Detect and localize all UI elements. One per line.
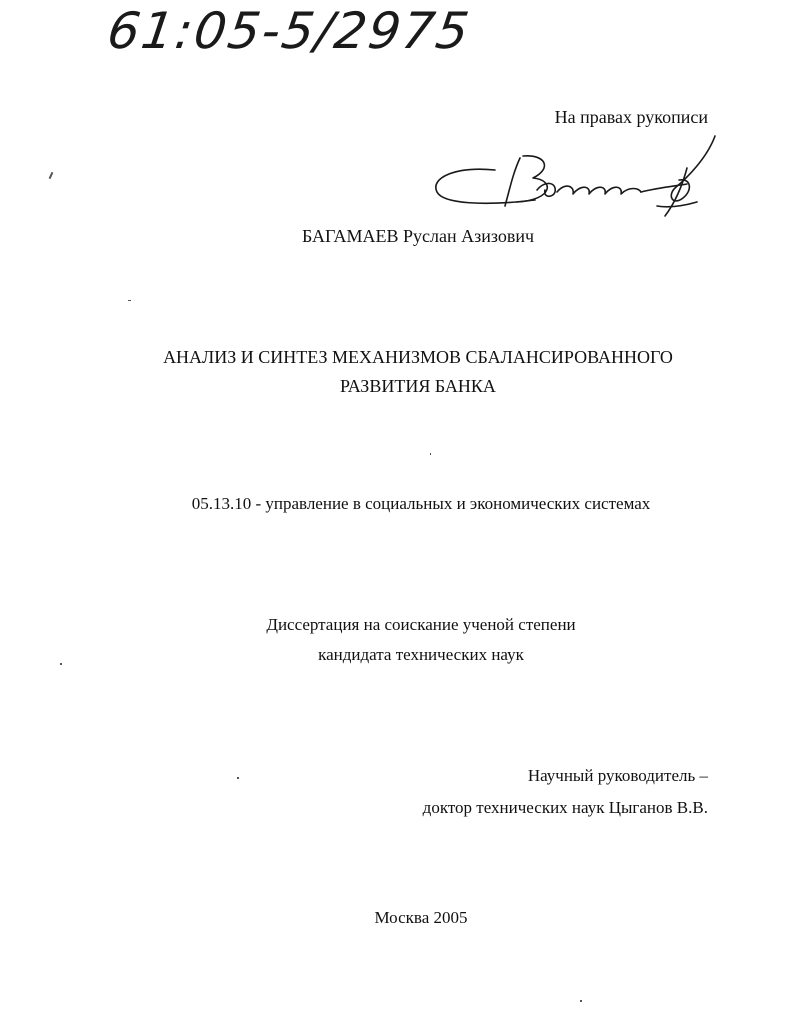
specialty-code: 05.13.10 - управление в социальных и экономических системах	[191, 494, 651, 513]
scan-speck	[237, 777, 239, 779]
city-year: Москва 2005	[374, 908, 468, 927]
archive-code-handwritten: 61:05-5/2975	[103, 2, 475, 60]
title-line-2: РАЗВИТИЯ БАНКА	[340, 376, 496, 396]
supervisor-role: Научный руководитель –	[527, 766, 708, 785]
scan-speck	[60, 663, 62, 665]
rights-notice: На правах рукописи	[554, 107, 708, 127]
author-name: БАГАМАЕВ Руслан Азизович	[301, 226, 535, 246]
signature-icon	[425, 128, 725, 223]
scan-speck	[128, 300, 131, 301]
scan-speck	[430, 453, 431, 455]
supervisor-name: доктор технических наук Цыганов В.В.	[422, 798, 708, 817]
supervisor-block	[423, 760, 708, 824]
scan-speck	[580, 1000, 582, 1002]
title-line-1: АНАЛИЗ И СИНТЕЗ МЕХАНИЗМОВ СБАЛАНСИРОВАННОГО	[163, 347, 673, 367]
degree-line-2: кандидата технических наук	[318, 645, 524, 664]
scan-speck	[49, 172, 54, 179]
dissertation-title	[0, 343, 796, 401]
degree-statement	[0, 610, 796, 670]
degree-line-1: Диссертация на соискание ученой степени	[266, 615, 576, 634]
